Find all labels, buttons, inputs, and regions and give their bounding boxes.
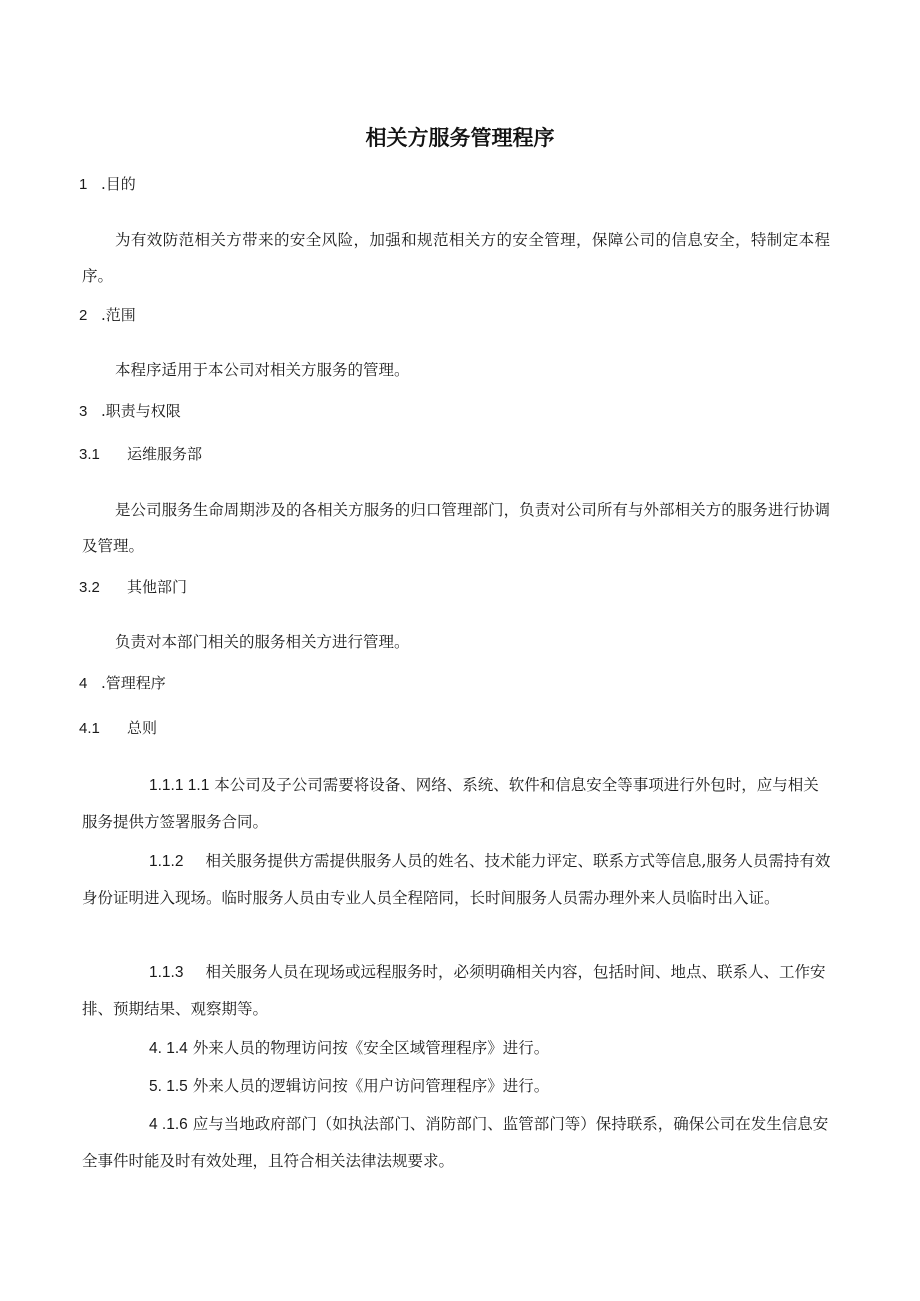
section-label: 总则 [127, 719, 158, 737]
section-3-1-heading [79, 444, 202, 465]
section-3-1-paragraph: 是公司服务生命周期涉及的各相关方服务的归口管理部门，负责对公司所有与外部相关方的服务进行协调及管理。 [82, 501, 830, 555]
list-item [82, 1068, 832, 1105]
item-text: 应与当地政府部门（如执法部门、消防部门、监管部门等）保持联系，确保公司在发生信息安全事件时能及时有效处理，且符合相关法律法规要求。 [82, 1115, 829, 1170]
section-3-2-heading [79, 577, 187, 598]
section-1-heading [79, 174, 136, 195]
section-3-heading [79, 401, 181, 422]
section-label: .范围 [101, 306, 136, 324]
section-2-paragraph: 本程序适用于本公司对相关方服务的管理。 [115, 361, 410, 379]
item-text: 本公司及子公司需要将设备、网络、系统、软件和信息安全等事项进行外包时，应与相关服务提供方签署服务合同。 [82, 776, 819, 831]
list-item [82, 1030, 832, 1067]
section-number: 3.1 [79, 446, 100, 463]
section-3-2-paragraph: 负责对本部门相关的服务相关方进行管理。 [115, 633, 410, 651]
section-label: .管理程序 [101, 674, 166, 692]
item-number: 1.1.1 1.1 [149, 777, 210, 794]
section-number: 4.1 [79, 720, 100, 737]
section-number: 3 [79, 403, 88, 420]
section-label: .目的 [101, 175, 136, 193]
section-number: 4 [79, 675, 88, 692]
section-2-heading [79, 305, 136, 326]
item-number: 1.1.2 [149, 853, 184, 870]
section-label: 运维服务部 [127, 445, 203, 463]
document-title: 相关方服务管理程序 [365, 126, 555, 150]
item-text: 相关服务人员在现场或远程服务时，必须明确相关内容，包括时间、地点、联系人、工作安排、预期结果、观察期等。 [82, 963, 826, 1018]
section-label: .职责与权限 [101, 402, 181, 420]
item-text: 外来人员的逻辑访问按《用户访问管理程序》进行。 [192, 1077, 550, 1095]
list-item [82, 843, 832, 916]
section-1-paragraph: 为有效防范相关方带来的安全风险，加强和规范相关方的安全管理，保障公司的信息安全，特制定本程序。 [82, 231, 830, 285]
section-number: 2 [79, 307, 88, 324]
section-label: 其他部门 [127, 578, 188, 596]
section-number: 3.2 [79, 579, 100, 596]
item-number: 4 .1.6 [149, 1116, 188, 1133]
list-item [82, 767, 832, 840]
item-text: 外来人员的物理访问按《安全区域管理程序》进行。 [192, 1039, 550, 1057]
item-text: 相关服务提供方需提供服务人员的姓名、技术能力评定、联系方式等信息,服务人员需持有效身份证明进入现场。临时服务人员由专业人员全程陪同，长时间服务人员需办理外来人员临时出入证。 [82, 852, 831, 907]
section-4-1-heading [79, 718, 157, 739]
item-number: 5. 1.5 [149, 1078, 188, 1095]
section-number: 1 [79, 176, 88, 193]
list-item [82, 1106, 832, 1179]
item-number: 1.1.3 [149, 964, 184, 981]
item-number: 4. 1.4 [149, 1040, 188, 1057]
list-item [82, 954, 832, 1027]
section-4-heading [79, 673, 166, 694]
